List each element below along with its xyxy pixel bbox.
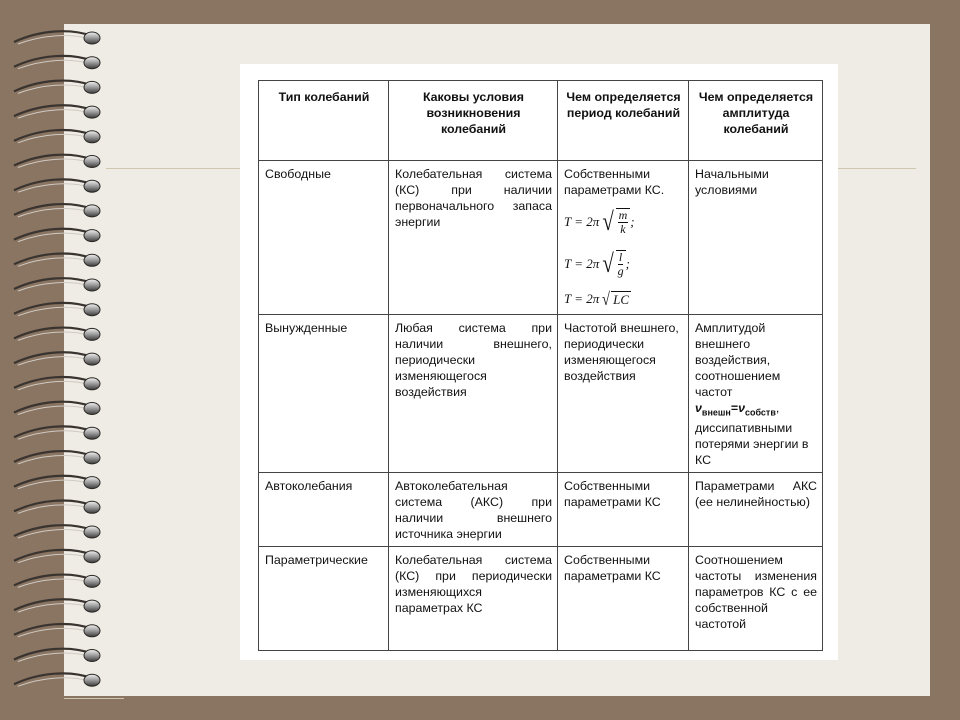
header-conditions: Каковы условия возникновения колебаний bbox=[389, 81, 558, 161]
table-header-row bbox=[259, 81, 823, 161]
table-row bbox=[259, 315, 823, 473]
spiral-ring bbox=[84, 452, 100, 464]
spiral-ring bbox=[84, 674, 100, 686]
spiral-ring bbox=[84, 254, 100, 266]
cell-period bbox=[558, 161, 689, 315]
spiral-ring bbox=[84, 625, 100, 637]
sqrt-icon: √ bbox=[602, 289, 611, 309]
table-row bbox=[259, 473, 823, 547]
spiral-ring bbox=[84, 650, 100, 662]
cell-type: Автоколебания bbox=[259, 473, 389, 547]
header-type: Тип колебаний bbox=[259, 81, 389, 161]
cell-type: Вынужденные bbox=[259, 315, 389, 473]
spiral-ring bbox=[84, 156, 100, 168]
spiral-ring bbox=[84, 378, 100, 390]
cell-period: Собственными параметрами КС bbox=[558, 547, 689, 651]
spiral-ring bbox=[84, 57, 100, 69]
formula-lc-circuit: T = 2π √ LC bbox=[564, 288, 683, 310]
spiral-coil bbox=[14, 31, 100, 686]
spiral-ring bbox=[84, 81, 100, 93]
cell-amplitude: Амплитудой внешнего воздействия, соотношением частот $\nu_{внешн}=\nu_{собств}$, диссипативными потерями энергии в КС bbox=[689, 315, 823, 473]
spiral-ring bbox=[84, 600, 100, 612]
formula-spring: T = 2π √ $\frac{m}{k}$ ; bbox=[564, 207, 635, 236]
cell-conditions: Колебательная система (КС) при периодически изменяющихся параметрах КС bbox=[389, 547, 558, 651]
spiral-ring bbox=[84, 403, 100, 415]
period-text: Собственными параметрами КС. bbox=[564, 167, 665, 197]
cell-period: Частотой внешнего, периодически изменяющегося воздействия bbox=[558, 315, 689, 473]
header-amplitude: Чем определяется амплитуда колебаний bbox=[689, 81, 823, 161]
spiral-ring bbox=[84, 230, 100, 242]
sqrt-icon: √ bbox=[602, 249, 615, 278]
spiral-ring bbox=[84, 180, 100, 192]
oscillation-table bbox=[258, 80, 823, 651]
cell-amplitude: Начальными условиями bbox=[689, 161, 823, 315]
header-period: Чем определяется период колебаний bbox=[558, 81, 689, 161]
spiral-ring bbox=[84, 32, 100, 44]
cell-period: Собственными параметрами КС bbox=[558, 473, 689, 547]
formula-pendulum: T = 2π √ $\frac{l}{g}$ ; bbox=[564, 249, 630, 278]
spiral-ring bbox=[84, 353, 100, 365]
spiral-ring bbox=[84, 575, 100, 587]
cell-type: Свободные bbox=[259, 161, 389, 315]
spiral-ring bbox=[84, 205, 100, 217]
table-row bbox=[259, 161, 823, 315]
table-sheet bbox=[240, 64, 838, 660]
cell-amplitude: Соотношением частоты изменения параметров КС с ее собственной частотой bbox=[689, 547, 823, 651]
table-row bbox=[259, 547, 823, 651]
spiral-binding bbox=[0, 20, 120, 700]
spiral-ring bbox=[84, 279, 100, 291]
cell-amplitude: Параметрами АКС (ее нелинейностью) bbox=[689, 473, 823, 547]
cell-type: Параметрические bbox=[259, 547, 389, 651]
spiral-ring bbox=[84, 427, 100, 439]
spiral-ring bbox=[84, 501, 100, 513]
spiral-ring bbox=[84, 328, 100, 340]
spiral-ring bbox=[84, 131, 100, 143]
spiral-ring bbox=[84, 477, 100, 489]
cell-conditions: Любая система при наличии внешнего, периодически изменяющегося воздействия bbox=[389, 315, 558, 473]
cell-conditions: Колебательная система (КС) при наличии первоначального запаса энергии bbox=[389, 161, 558, 315]
spiral-ring bbox=[84, 551, 100, 563]
sqrt-icon: √ bbox=[602, 207, 615, 236]
spiral-ring bbox=[84, 526, 100, 538]
spiral-ring bbox=[84, 106, 100, 118]
cell-conditions: Автоколебательная система (АКС) при наличии внешнего источника энергии bbox=[389, 473, 558, 547]
spiral-ring bbox=[84, 304, 100, 316]
